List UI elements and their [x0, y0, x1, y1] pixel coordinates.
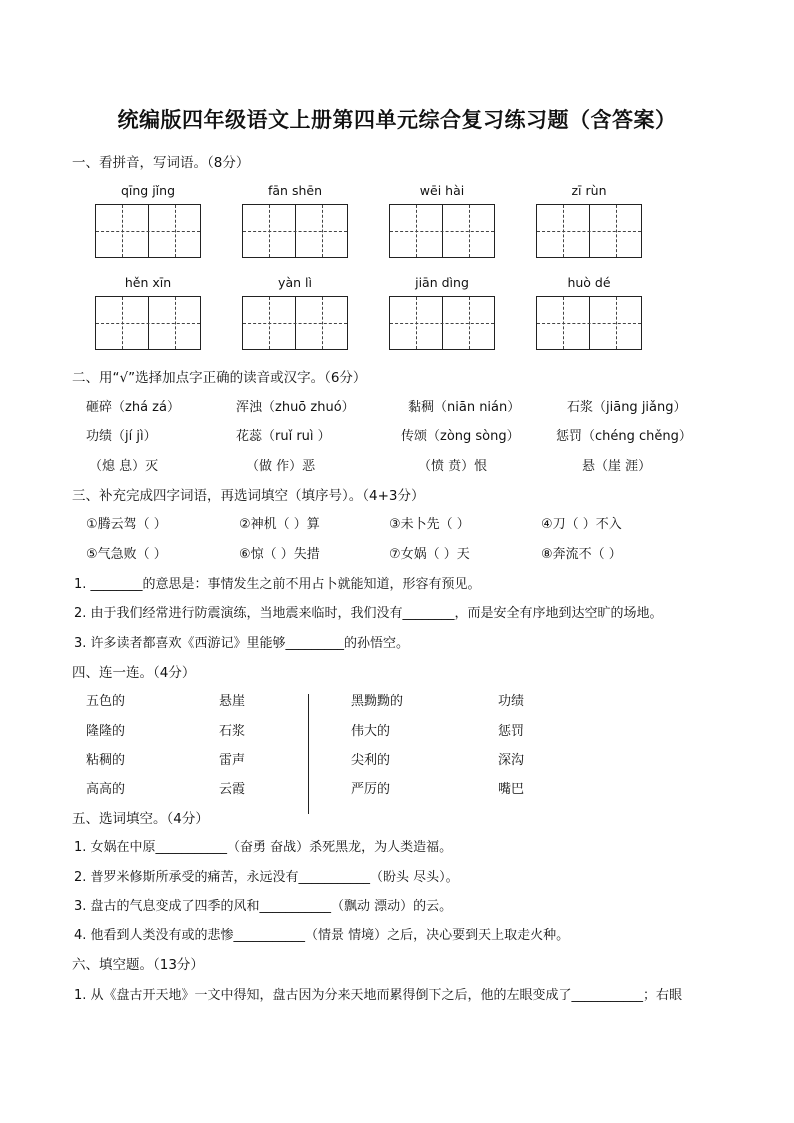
tianzige-box[interactable]: [242, 296, 348, 350]
choice-item[interactable]: （熄 息）灭: [89, 459, 159, 474]
idiom-item[interactable]: ⑤气急败（ ）: [86, 547, 167, 562]
section-5-heading: 五、选词填空。（4分）: [72, 811, 209, 827]
match-word[interactable]: 惩罚: [498, 724, 525, 739]
page-title: 统编版四年级语文上册第四单元综合复习练习题（含答案）: [117, 108, 677, 132]
fill-question[interactable]: 4. 他看到人类没有或的悲惨___________（情景 情境）之后，决心要到天上取走火种。: [74, 928, 570, 943]
choice-item[interactable]: （愤 贲）恨: [418, 459, 488, 474]
choice-item[interactable]: 砸碎（zhá zá）: [86, 400, 180, 415]
pinyin-label: qīng jǐng: [120, 183, 176, 198]
match-word[interactable]: 深沟: [498, 753, 525, 768]
fill-question[interactable]: 2. 由于我们经常进行防震演练，当地震来临时，我们没有________，而是安全有序地到达空旷的场地。: [74, 606, 663, 621]
match-word[interactable]: 雷声: [219, 753, 246, 768]
match-word[interactable]: 云霞: [219, 782, 246, 797]
choice-item[interactable]: 浑浊（zhuō zhuó）: [236, 400, 355, 415]
section-2-heading: 二、用“√”选择加点字正确的读音或汉字。（6分）: [72, 370, 367, 386]
choice-item[interactable]: 功绩（jí jì）: [86, 429, 157, 444]
section-1-heading: 一、看拼音，写词语。（8分）: [72, 155, 250, 171]
section-4-heading: 四、连一连。（4分）: [72, 665, 196, 681]
match-word[interactable]: 伟大的: [351, 724, 391, 739]
match-word[interactable]: 粘稠的: [86, 753, 126, 768]
idiom-item[interactable]: ②神机（ ）算: [239, 517, 320, 532]
tianzige-box[interactable]: [95, 296, 201, 350]
tianzige-box[interactable]: [536, 296, 642, 350]
match-word[interactable]: 悬崖: [219, 694, 246, 709]
pinyin-label: yàn lì: [278, 275, 312, 290]
tianzige-box[interactable]: [95, 204, 201, 258]
match-word[interactable]: 黑黝黝的: [351, 694, 404, 709]
idiom-item[interactable]: ③未卜先（ ）: [389, 517, 470, 532]
match-word[interactable]: 石浆: [219, 724, 246, 739]
pinyin-label: jiān dìng: [415, 275, 469, 290]
match-word[interactable]: 五色的: [86, 694, 126, 709]
choice-item[interactable]: 传颂（zòng sòng）: [401, 429, 520, 444]
pinyin-label: huò dé: [567, 275, 611, 290]
tianzige-box[interactable]: [389, 204, 495, 258]
idiom-item[interactable]: ④刀（ ）不入: [541, 517, 622, 532]
fill-question[interactable]: 1. 女娲在中原___________（奋勇 奋战）杀死黑龙，为人类造福。: [74, 840, 453, 855]
tianzige-box[interactable]: [389, 296, 495, 350]
match-word[interactable]: 嘴巴: [498, 782, 525, 797]
fill-question[interactable]: 2. 普罗米修斯所承受的痛苦，永远没有___________（盼头 尽头）。: [74, 870, 459, 885]
choice-item[interactable]: 花蕊（ruǐ ruì ）: [236, 429, 331, 444]
fill-question[interactable]: 3. 许多读者都喜欢《西游记》里能够_________的孙悟空。: [74, 636, 410, 651]
pinyin-label: zī rùn: [571, 183, 607, 198]
choice-item[interactable]: （做 作）恶: [246, 459, 316, 474]
fill-question[interactable]: 1. ________的意思是：事情发生之前不用占卜就能知道，形容有预见。: [74, 577, 481, 592]
choice-item[interactable]: 惩罚（chéng chěng）: [556, 429, 692, 444]
fill-question[interactable]: 1. 从《盘古开天地》一文中得知，盘古因为分来天地而累得倒下之后，他的左眼变成了___________；右眼: [74, 988, 683, 1003]
pinyin-label: wēi hài: [419, 183, 465, 198]
match-word[interactable]: 高高的: [86, 782, 126, 797]
idiom-item[interactable]: ①腾云驾（ ）: [86, 517, 167, 532]
idiom-item[interactable]: ⑥惊（ ）失措: [239, 547, 320, 562]
idiom-item[interactable]: ⑧奔流不（ ）: [541, 547, 622, 562]
section-6-heading: 六、填空题。（13分）: [72, 957, 204, 973]
fill-question[interactable]: 3. 盘古的气息变成了四季的风和___________（飘动 漂动）的云。: [74, 899, 453, 914]
section-3-heading: 三、补充完成四字词语，再选词填空（填序号）。（4+3分）: [72, 488, 425, 504]
match-word[interactable]: 严厉的: [351, 782, 391, 797]
match-word[interactable]: 隆隆的: [86, 724, 126, 739]
choice-item[interactable]: 悬（崖 涯）: [582, 459, 652, 474]
match-word[interactable]: 功绩: [498, 694, 525, 709]
column-divider: [308, 694, 309, 814]
choice-item[interactable]: 石浆（jiāng jiǎng）: [567, 400, 687, 415]
tianzige-box[interactable]: [242, 204, 348, 258]
tianzige-box[interactable]: [536, 204, 642, 258]
pinyin-label: fān shēn: [267, 183, 322, 198]
match-word[interactable]: 尖利的: [351, 753, 391, 768]
pinyin-label: hěn xīn: [124, 275, 172, 290]
choice-item[interactable]: 黏稠（niān nián）: [408, 400, 521, 415]
idiom-item[interactable]: ⑦女娲（ ）天: [389, 547, 470, 562]
